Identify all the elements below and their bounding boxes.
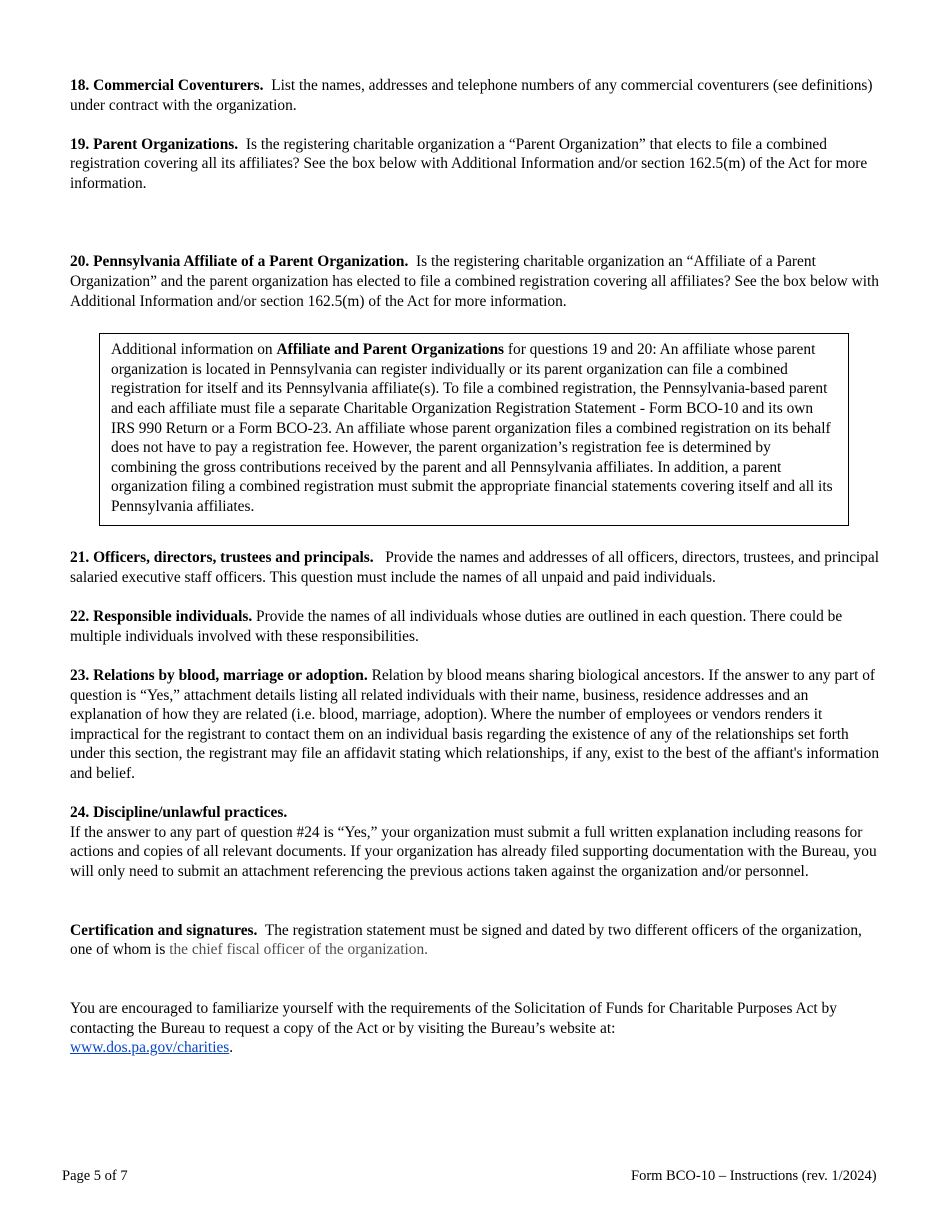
section-19-text: Is the registering charitable organization a “Parent Organization” that elects to file a combined registration covering all its affiliates? See the box below with Additional Information and/or section 162.5(m) of the Act for more information. — [70, 135, 868, 192]
closing-end: . — [229, 1039, 234, 1057]
section-20-text: Is the registering charitable organization an “Affiliate of a Parent Organization” and the parent organization has elected to file a combined registration covering all affiliates? See the box below with Additional Information and/or section 162.5(m) of the Act for more information. — [70, 253, 880, 310]
section-20 — [70, 252, 880, 311]
section-22-text: Provide the names of all individuals whose duties are outlined in each question. There could be multiple individuals involved with these responsibilities. — [70, 608, 843, 645]
section-20-heading: 20. Pennsylvania Affiliate of a Parent Organization. — [70, 253, 409, 271]
section-24-text: If the answer to any part of question #24 is “Yes,” your organization must submit a full written explanation including reasons for actions and copies of all relevant documents. If your organization has already filed supporting documentation with the Bureau, you will only need to submit an attachment referencing the previous actions taken against the organization and/or personnel. — [70, 823, 877, 880]
certification-muted-text: the chief fiscal officer of the organization. — [169, 941, 429, 959]
additional-info-box — [99, 333, 849, 526]
section-24-heading: 24. Discipline/unlawful practices. — [70, 804, 288, 822]
charities-website-link[interactable]: www.dos.pa.gov/charities — [70, 1039, 230, 1057]
closing-paragraph — [70, 999, 880, 1058]
certification-heading: Certification and signatures. — [70, 921, 258, 939]
section-24 — [70, 803, 880, 881]
certification-section — [70, 921, 880, 960]
section-23-heading: 23. Relations by blood, marriage or adoption. — [70, 667, 368, 685]
section-21 — [70, 548, 880, 587]
section-23-text: Relation by blood means sharing biological ancestors. If the answer to any part of question is “Yes,” attachment details listing all related individuals with their name, business, residence addresses and an explanation of how they are related (i.e. blood, marriage, adoption). Where the number of employees or vendors renders it impractical for the registrant to contact them on an individual basis regarding the existence of any of the relationships set forth under this section, the registrant may file an affidavit stating which relationships, if any, exist to the best of the affiant's information and belief. — [70, 667, 880, 783]
form-revision-label: Form BCO-10 – Instructions (rev. 1/2024) — [631, 1168, 877, 1184]
section-23 — [70, 666, 880, 784]
section-18 — [70, 76, 880, 115]
section-18-text: List the names, addresses and telephone numbers of any commercial coventurers (see definitions) under contract with the organization. — [70, 77, 873, 114]
certification-text: The registration statement must be signed and dated by two different officers of the organization, one of whom is — [70, 921, 862, 959]
section-18-heading: 18. Commercial Coventurers. — [70, 77, 264, 94]
section-22 — [70, 607, 880, 646]
section-19 — [70, 135, 880, 194]
info-box-lead: Additional information on — [111, 341, 273, 359]
closing-text: You are encouraged to familiarize yourself with the requirements of the Solicitation of Funds for Charitable Purposes Act by contacting the Bureau to request a copy of the Act or by visiting the Bureau’s website at: — [70, 1000, 837, 1037]
section-19-heading: 19. Parent Organizations. — [70, 135, 239, 153]
document-body — [70, 76, 880, 1058]
page-number: Page 5 of 7 — [62, 1168, 128, 1184]
info-box-text: for questions 19 and 20: An affiliate whose parent organization is located in Pennsylvania can register individually or its parent organization can file a combined registration for itself and its Pennsylvania affiliate(s). To file a combined registration, the Pennsylvania-based parent and each affiliate must file a separate Charitable Organization Registration Statement - Form BCO-10 and its own IRS 990 Return or a Form BCO-23. An affiliate whose parent organization files a combined registration on its behalf does not have to pay a registration fee. However, the parent organization’s registration fee is determined by combining the gross contributions received by the parent and all Pennsylvania affiliates. In addition, a parent organization filing a combined registration must submit the appropriate financial statements covering itself and all its Pennsylvania affiliates. — [111, 341, 833, 515]
section-21-text: Provide the names and addresses of all officers, directors, trustees, and principal salaried executive staff officers. This question must include the names of all unpaid and paid individuals. — [70, 549, 879, 587]
info-box-bold: Affiliate and Parent Organizations — [276, 341, 505, 359]
section-21-heading: 21. Officers, directors, trustees and principals. — [70, 549, 374, 567]
section-22-heading: 22. Responsible individuals. — [70, 608, 253, 626]
